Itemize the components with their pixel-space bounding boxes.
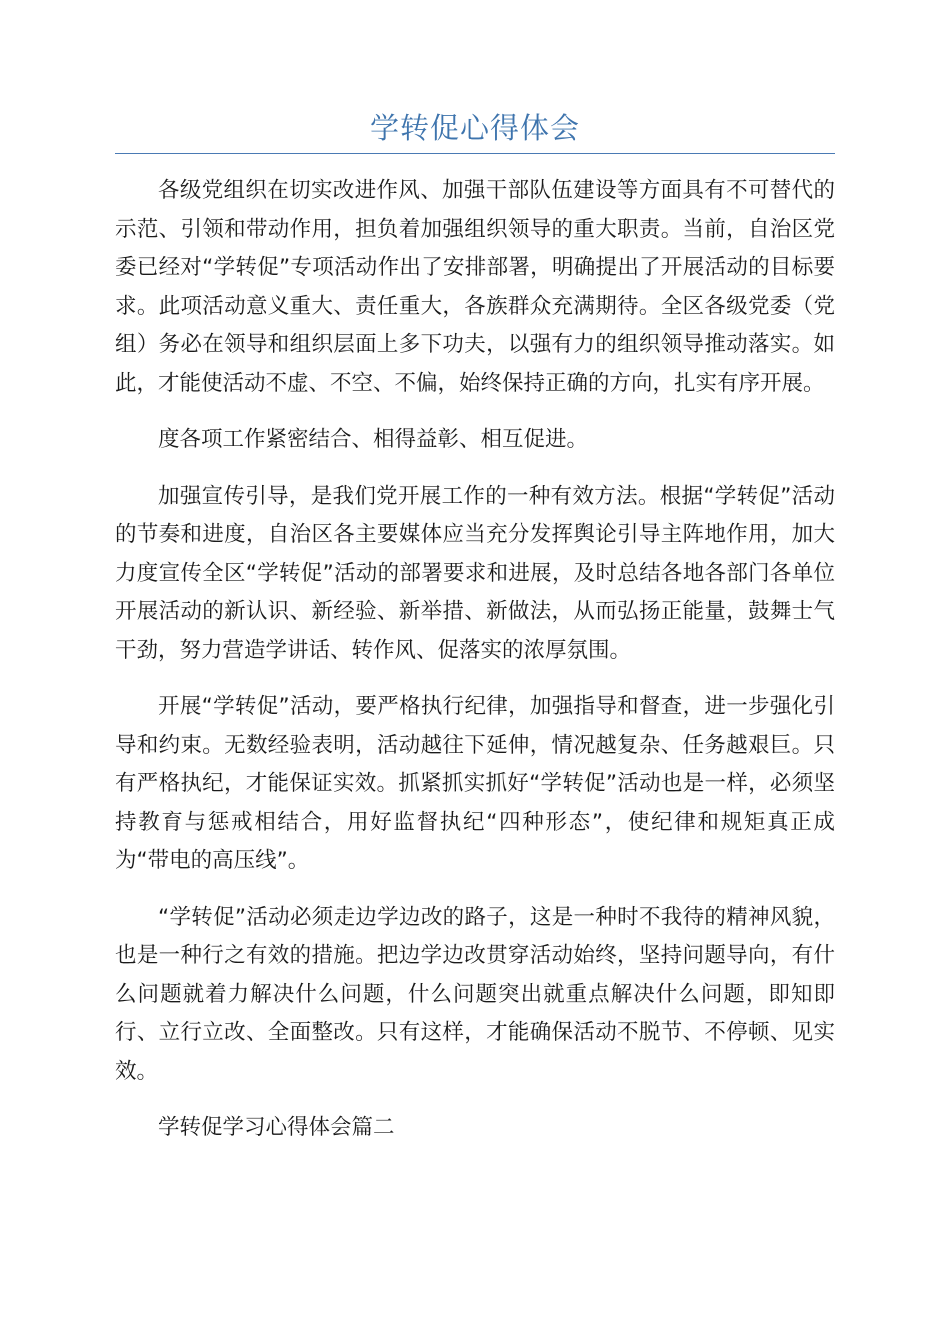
paragraph: “学转促”活动必须走边学边改的路子，这是一种时不我待的精神风貌，也是一种行之有效的措施。把边学边改贯穿活动始终，坚持问题导向，有什么问题就着力解决什么问题，什么问题突出就重点解决什么问题，即知即行、立行立改、全面整改。只有这样，才能确保活动不脱节、不停顿、见实效。 [115, 904, 835, 1084]
document-body [115, 172, 835, 1166]
paragraph: 加强宣传引导，是我们党开展工作的一种有效方法。根据“学转促”活动的节奏和进度，自治区各主要媒体应当充分发挥舆论引导主阵地作用，加大力度宣传全区“学转促”活动的部署要求和进展，及时总结各地各部门各单位开展活动的新认识、新经验、新举措、新做法，从而弘扬正能量，鼓舞士气干劲，努力营造学讲话、转作风、促落实的浓厚氛围。 [115, 483, 835, 663]
section-heading: 学转促学习心得体会篇二 [158, 1115, 395, 1140]
title-block [115, 108, 835, 158]
title-underline [115, 153, 835, 154]
document-title: 学转促心得体会 [369, 111, 580, 145]
paragraph: 各级党组织在切实改进作风、加强干部队伍建设等方面具有不可替代的示范、引领和带动作用，担负着加强组织领导的重大职责。当前，自治区党委已经对“学转促”专项活动作出了安排部署，明确提出了开展活动的目标要求。此项活动意义重大、责任重大，各族群众充满期待。全区各级党委（党组）务必在领导和组织层面上多下功夫，以强有力的组织领导推动落实。如此，才能使活动不虚、不空、不偏，始终保持正确的方向，扎实有序开展。 [115, 178, 835, 396]
paragraph: 度各项工作紧密结合、相得益彰、相互促进。 [158, 427, 589, 452]
paragraph: 开展“学转促”活动，要严格执行纪律，加强指导和督查，进一步强化引导和约束。无数经验表明，活动越往下延伸，情况越复杂、任务越艰巨。只有严格执纪，才能保证实效。抓紧抓实抓好“学转促”活动也是一样，必须坚持教育与惩戒相结合，用好监督执纪“四种形态”，使纪律和规矩真正成为“带电的高压线”。 [115, 694, 835, 873]
